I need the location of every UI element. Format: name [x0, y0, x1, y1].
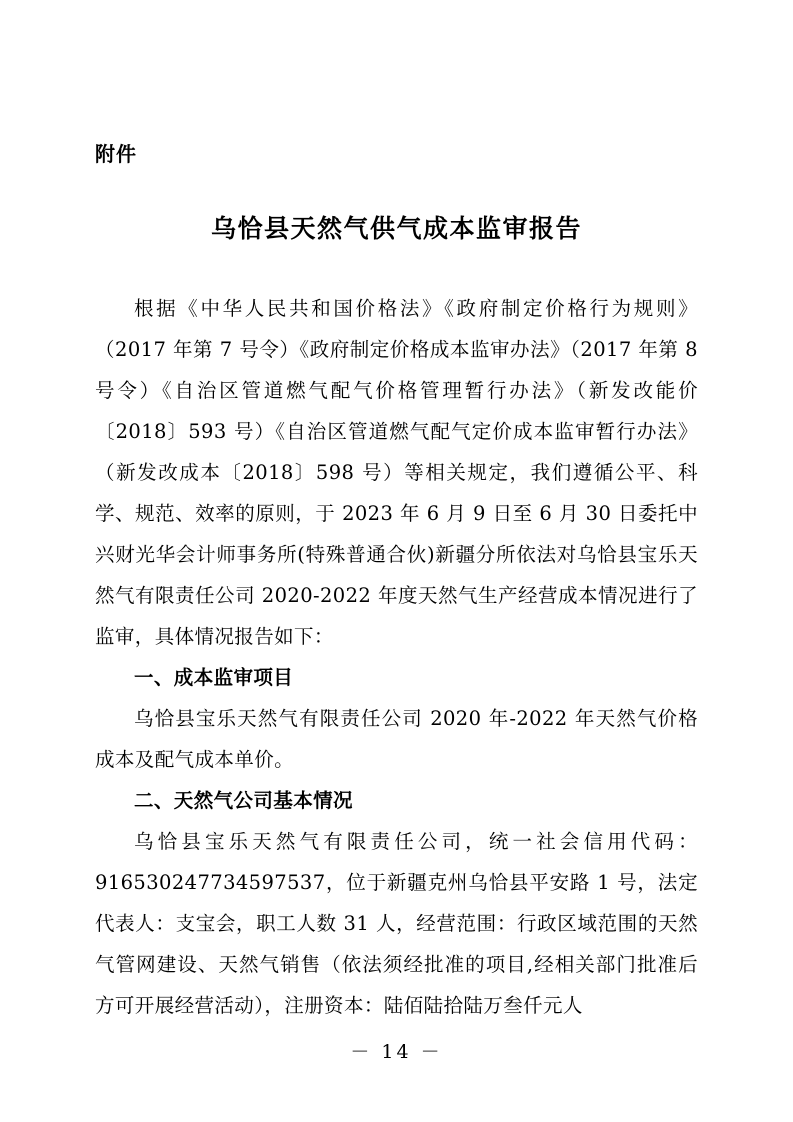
attachment-label: 附件	[95, 142, 137, 166]
page-title: 乌恰县天然气供气成本监审报告	[210, 214, 582, 243]
page-number: － 14 －	[350, 1041, 443, 1063]
section-two-body: 乌恰县宝乐天然气有限责任公司，统一社会信用代码：916530247734597537，位于新疆克州乌恰县平安路 1 号，法定代表人：支宝会，职工人数 31 人，经营范围：行政区域范围的天然气管网建设、天然气销售（依法须经批准的项目,经相关部门批准后方可开展经营活动），注册资本：陆佰陆拾陆万叁仟元人	[95, 829, 698, 1017]
section-heading-one: 一、成本监审项目	[134, 665, 294, 689]
section-one-body: 乌恰县宝乐天然气有限责任公司 2020 年-2022 年天然气价格成本及配气成本单价。	[95, 706, 698, 771]
section-heading-two: 二、天然气公司基本情况	[134, 788, 353, 812]
document-body	[95, 288, 698, 1026]
paragraph-intro: 根据《中华人民共和国价格法》《政府制定价格行为规则》（2017 年第 7 号令）《政府制定价格成本监审办法》（2017 年第 8 号令）《自治区管道燃气配气价格管理暂行办法》（新发改能价〔2018〕593 号）《自治区管道燃气配气定价成本监审暂行办法》（新发改成本〔2018〕598 号）等相关规定，我们遵循公平、科学、规范、效率的原则，于 2023 年 6 月 9 日至 6 月 30 日委托中兴财光华会计师事务所(特殊普通合伙)新疆分所依法对乌恰县宝乐天然气有限责任公司 2020-2022 年度天然气生产经营成本情况进行了监审，具体情况报告如下：	[95, 296, 698, 648]
